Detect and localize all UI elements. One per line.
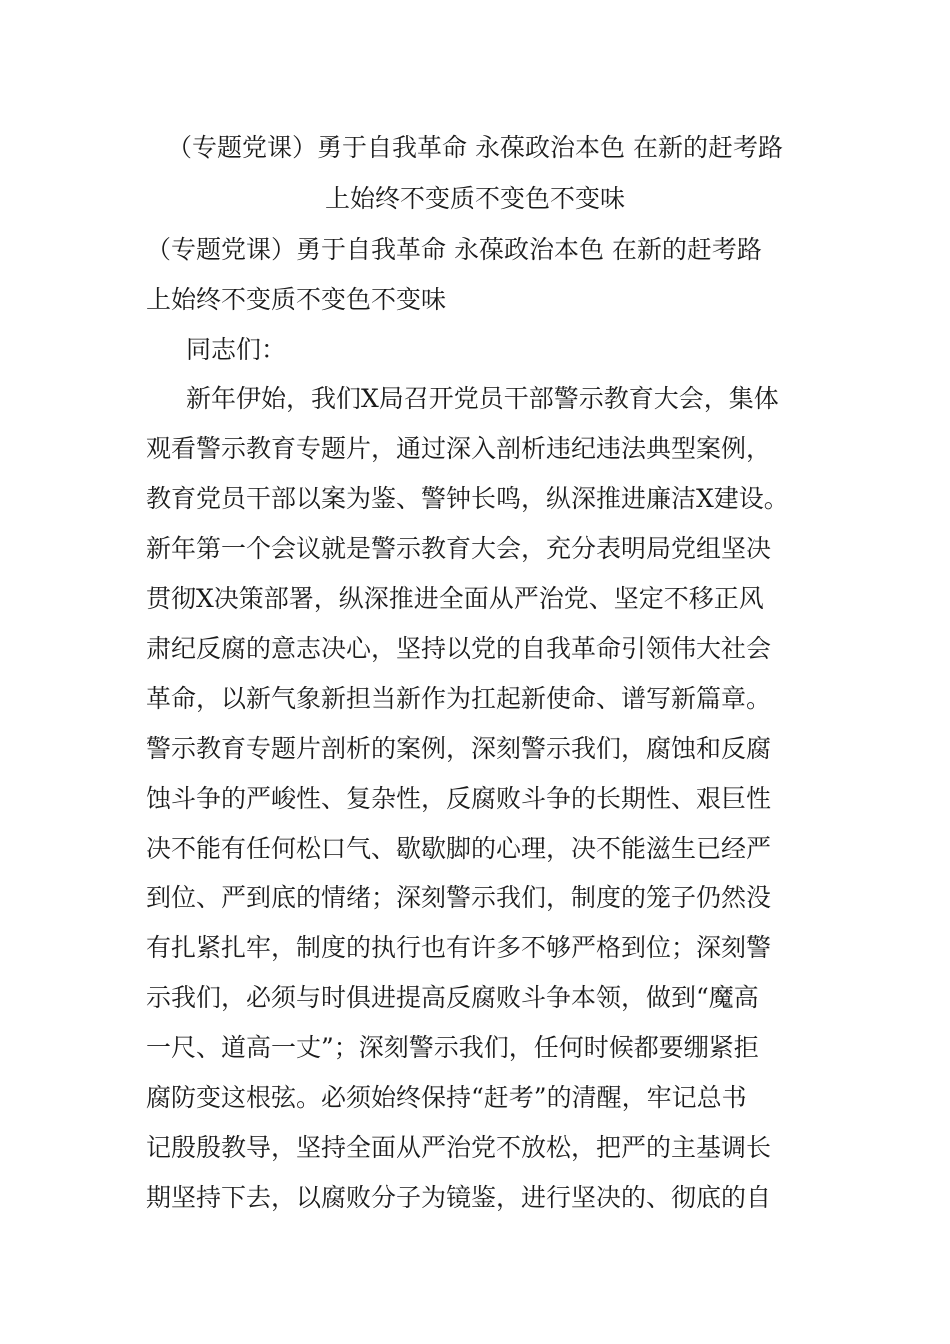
paragraph-line: 革命，以新气象新担当新作为扛起新使命、谱写新篇章。 [146,684,772,713]
paragraph-line: 决不能有任何松口气、歇歇脚的心理，决不能滋生已经严 [146,834,772,863]
paragraph-line: 期坚持下去，以腐败分子为镜鉴，进行坚决的、彻底的自 [146,1183,772,1212]
document-title-line-1: （专题党课）勇于自我革命 永葆政治本色 在新的赶考路 [167,133,783,162]
document-title-line-2: 上始终不变质不变色不变味 [324,184,625,213]
paragraph-line: 教育党员干部以案为鉴、警钟长鸣，纵深推进廉洁X建设。 [146,484,789,513]
paragraph-line: 新年第一个会议就是警示教育大会，充分表明局党组坚决 [146,534,772,563]
heading-line-2: 上始终不变质不变色不变味 [146,285,447,314]
paragraph-line: 示我们，必须与时俱进提高反腐败斗争本领，做到“魔高 [146,983,759,1012]
paragraph-line: 到位、严到底的情绪；深刻警示我们，制度的笼子仍然没 [146,883,772,912]
paragraph-line: 一尺、道高一丈”；深刻警示我们，任何时候都要绷紧拒 [146,1033,759,1062]
heading-line-1: （专题党课）勇于自我革命 永葆政治本色 在新的赶考路 [146,235,762,264]
paragraph-line: 记殷殷教导，坚持全面从严治党不放松，把严的主基调长 [146,1133,772,1162]
paragraph-line: 新年伊始，我们X局召开党员干部警示教育大会，集体 [186,384,779,413]
paragraph-line: 警示教育专题片剖析的案例，深刻警示我们，腐蚀和反腐 [146,734,772,763]
salutation: 同志们： [186,335,287,364]
paragraph-line: 观看警示教育专题片，通过深入剖析违纪违法典型案例， [146,434,772,463]
paragraph-line: 肃纪反腐的意志决心，坚持以党的自我革命引领伟大社会 [146,634,772,663]
paragraph-line: 腐防变这根弦。必须始终保持“赶考”的清醒，牢记总书 [146,1083,747,1112]
paragraph-line: 蚀斗争的严峻性、复杂性，反腐败斗争的长期性、艰巨性 [146,784,772,813]
paragraph-line: 有扎紧扎牢，制度的执行也有许多不够严格到位；深刻警 [146,933,772,962]
paragraph-line: 贯彻X决策部署，纵深推进全面从严治党、坚定不移正风 [146,584,764,613]
